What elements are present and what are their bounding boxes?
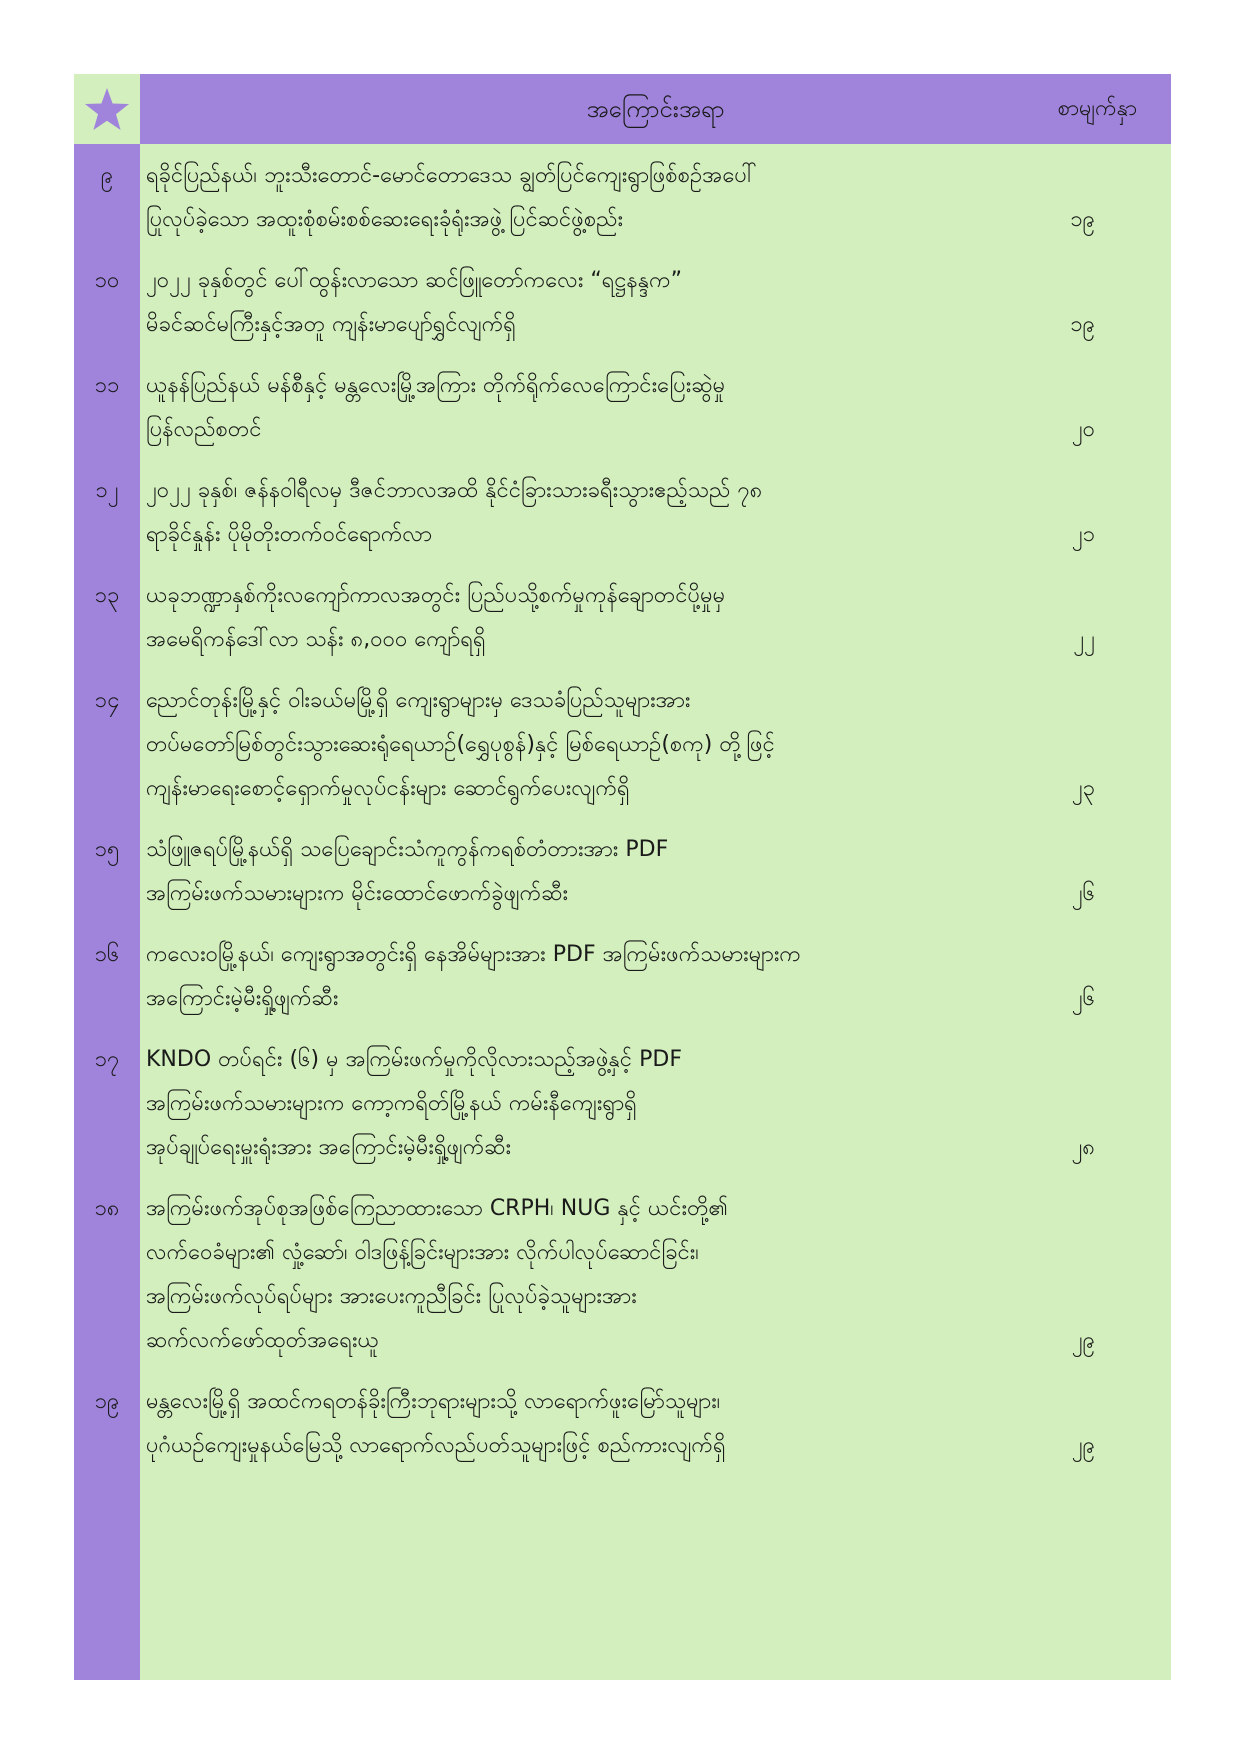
toc-entry xyxy=(74,1187,1171,1363)
entry-title-line: သံဖြူဇရပ်မြို့နယ်ရှိ သပြေချောင်းသံကူကွန်ကရစ်တံတားအား PDF xyxy=(146,837,669,862)
entry-number: ၁၀ xyxy=(94,268,120,293)
entry-title xyxy=(146,364,1026,452)
toc-title: အကြောင်းအရာ xyxy=(586,95,725,123)
entry-number: ၁၃ xyxy=(94,583,120,608)
toc-entry xyxy=(74,933,1171,1021)
entry-number: ၁၅ xyxy=(94,837,120,862)
entry-title xyxy=(146,154,1026,242)
entry-page-number: ၂၉ xyxy=(1071,1433,1095,1458)
entry-page-number: ၂၆ xyxy=(1071,986,1095,1011)
toc-entry xyxy=(74,1380,1171,1468)
entry-page-number: ၂၈ xyxy=(1071,1135,1095,1160)
entry-title-line: ၂၀၂၂ ခုနှစ်တွင် ပေါ်ထွန်းလာသော ဆင်ဖြူတော်ကလေး “ရဋ္ဌနန္ဒက” xyxy=(146,268,683,293)
entry-title-line: ယူနန်ပြည်နယ် မန်စီနှင့် မန္တလေးမြို့အကြား တိုက်ရိုက်လေကြောင်းပြေးဆွဲမှု xyxy=(146,373,726,398)
entry-title xyxy=(146,1038,1026,1170)
table-of-contents xyxy=(74,74,1171,1680)
entry-title-line: ရာခိုင်နှုန်း ပိုမိုတိုးတက်ဝင်ရောက်လာ xyxy=(146,522,433,547)
entry-title xyxy=(146,1187,1026,1363)
entry-title-line: ယခုဘဏ္ဍာနှစ်ကိုးလကျော်ကာလအတွင်း ပြည်ပသို့စက်မှုကုန်ချောတင်ပို့မှုမှ xyxy=(146,583,726,608)
entry-title xyxy=(146,259,1026,347)
entry-title-line: ၂၀၂၂ ခုနှစ်၊ ဇန်နဝါရီလမှ ဒီဇင်ဘာလအထိ နိုင်ငံခြားသားခရီးသွားဧည့်သည် ၇၈ xyxy=(146,478,763,503)
entry-title xyxy=(146,574,1026,662)
entry-title xyxy=(146,469,1026,557)
entry-page-number: ၁၉ xyxy=(1070,312,1095,337)
entry-title xyxy=(146,828,1026,916)
header-bar xyxy=(140,74,1171,144)
toc-entry xyxy=(74,828,1171,916)
entry-title-line: မန္တလေးမြို့ရှိ အထင်ကရတန်ခိုးကြီးဘုရားများသို့ လာရောက်ဖူးမြော်သူများ၊ xyxy=(146,1389,721,1414)
toc-entry xyxy=(74,154,1171,242)
entry-title-line: KNDO တပ်ရင်း (၆) မှ အကြမ်းဖက်မှုကိုလိုလားသည့်အဖွဲ့နှင့် PDF xyxy=(146,1047,682,1072)
entry-page-number: ၁၉ xyxy=(1070,207,1095,232)
page-column-label: စာမျက်နှာ xyxy=(1057,96,1137,121)
entry-title-line: အကြမ်းဖက်အုပ်စုအဖြစ်ကြေညာထားသော CRPH၊ NUG နှင့် ယင်းတို့၏ xyxy=(146,1196,729,1221)
toc-entry xyxy=(74,574,1171,662)
entry-title-line: ကလေးဝမြို့နယ်၊ ကျေးရွာအတွင်းရှိ နေအိမ်များအား PDF အကြမ်းဖက်သမားများက xyxy=(146,942,801,967)
entry-title-line: ဆက်လက်ဖော်ထုတ်အရေးယူ xyxy=(146,1328,379,1353)
entry-page-number: ၂၃ xyxy=(1071,776,1095,801)
toc-entry xyxy=(74,364,1171,452)
entry-page-number: ၂၀ xyxy=(1071,417,1095,442)
toc-entries xyxy=(74,154,1171,1485)
entry-title-line: အကြမ်းဖက်သမားများက ကော့ကရိတ်မြို့နယ် ကမ်းနီကျေးရွာရှိ xyxy=(146,1091,637,1116)
entry-title-line: အုပ်ချုပ်ရေးမှူးရုံးအား အကြောင်းမဲ့မီးရှို့ဖျက်ဆီး xyxy=(146,1135,512,1160)
entry-title xyxy=(146,1380,1026,1468)
entry-number: ၁၄ xyxy=(94,688,120,713)
entry-title-line: ညောင်တုန်းမြို့နှင့် ဝါးခယ်မမြို့ရှိ ကျေးရွာများမှ ဒေသခံပြည်သူများအား xyxy=(146,688,691,713)
entry-number: ၁၆ xyxy=(94,942,120,967)
entry-number: ၁၉ xyxy=(94,1389,120,1414)
entry-number: ၁၇ xyxy=(94,1047,120,1072)
entry-page-number: ၂၉ xyxy=(1071,1328,1095,1353)
entry-title-line: မိခင်ဆင်မကြီးနှင့်အတူ ကျန်းမာပျော်ရွှင်လျက်ရှိ xyxy=(146,312,516,337)
entry-page-number: ၂၂ xyxy=(1073,627,1095,652)
entry-title-line: ပုဂံယဉ်ကျေးမှုနယ်မြေသို့ လာရောက်လည်ပတ်သူများဖြင့် စည်ကားလျက်ရှိ xyxy=(146,1433,726,1458)
entry-number: ၁၂ xyxy=(95,478,119,503)
toc-entry xyxy=(74,259,1171,347)
entry-page-number: ၂၁ xyxy=(1071,522,1095,547)
entry-page-number: ၂၆ xyxy=(1071,881,1095,906)
star-icon xyxy=(83,85,131,133)
entry-title-line: ပြုလုပ်ခဲ့သော အထူးစုံစမ်းစစ်ဆေးရေးခုံရုံးအဖွဲ့ ပြင်ဆင်ဖွဲ့စည်း xyxy=(146,207,624,232)
entry-title-line: ရခိုင်ပြည်နယ်၊ ဘူးသီးတောင်-မောင်တောဒေသ ချွတ်ပြင်ကျေးရွာဖြစ်စဉ်အပေါ် xyxy=(146,163,757,188)
toc-entry xyxy=(74,469,1171,557)
entry-title-line: အကြမ်းဖက်သမားများက မိုင်းထောင်ဖောက်ခွဲဖျက်ဆီး xyxy=(146,881,569,906)
toc-entry xyxy=(74,679,1171,811)
entry-title-line: ကျန်းမာရေးစောင့်ရှောက်မှုလုပ်ငန်းများ ဆောင်ရွက်ပေးလျက်ရှိ xyxy=(146,776,630,801)
toc-entry xyxy=(74,1038,1171,1170)
entry-title xyxy=(146,933,1026,1021)
entry-title-line: အကြောင်းမဲ့မီးရှို့ဖျက်ဆီး xyxy=(146,986,339,1011)
entry-number: ၉ xyxy=(100,163,114,188)
entry-title-line: အကြမ်းဖက်လုပ်ရပ်များ အားပေးကူညီခြင်း ပြုလုပ်ခဲ့သူများအား xyxy=(146,1284,637,1309)
header-star-cell xyxy=(74,74,140,144)
entry-title-line: တပ်မတော်မြစ်တွင်းသွားဆေးရုံရေယာဉ်(ရွှေပုစွန်)နှင့် မြစ်ရေယာဉ်(စကု) တို့ဖြင့် xyxy=(146,732,775,757)
entry-number: ၁၈ xyxy=(94,1196,120,1221)
entry-title-line: ပြန်လည်စတင် xyxy=(146,417,262,442)
entry-title-line: အမေရိကန်ဒေါ်လာ သန်း ၈,၀၀၀ ကျော်ရရှိ xyxy=(146,627,486,652)
entry-number: ၁၁ xyxy=(94,373,120,398)
entry-title xyxy=(146,679,1026,811)
entry-title-line: လက်ဝေခံများ၏ လှုံ့ဆော်၊ ဝါဒဖြန့်ခြင်းများအား လိုက်ပါလုပ်ဆောင်ခြင်း၊ xyxy=(146,1240,699,1265)
